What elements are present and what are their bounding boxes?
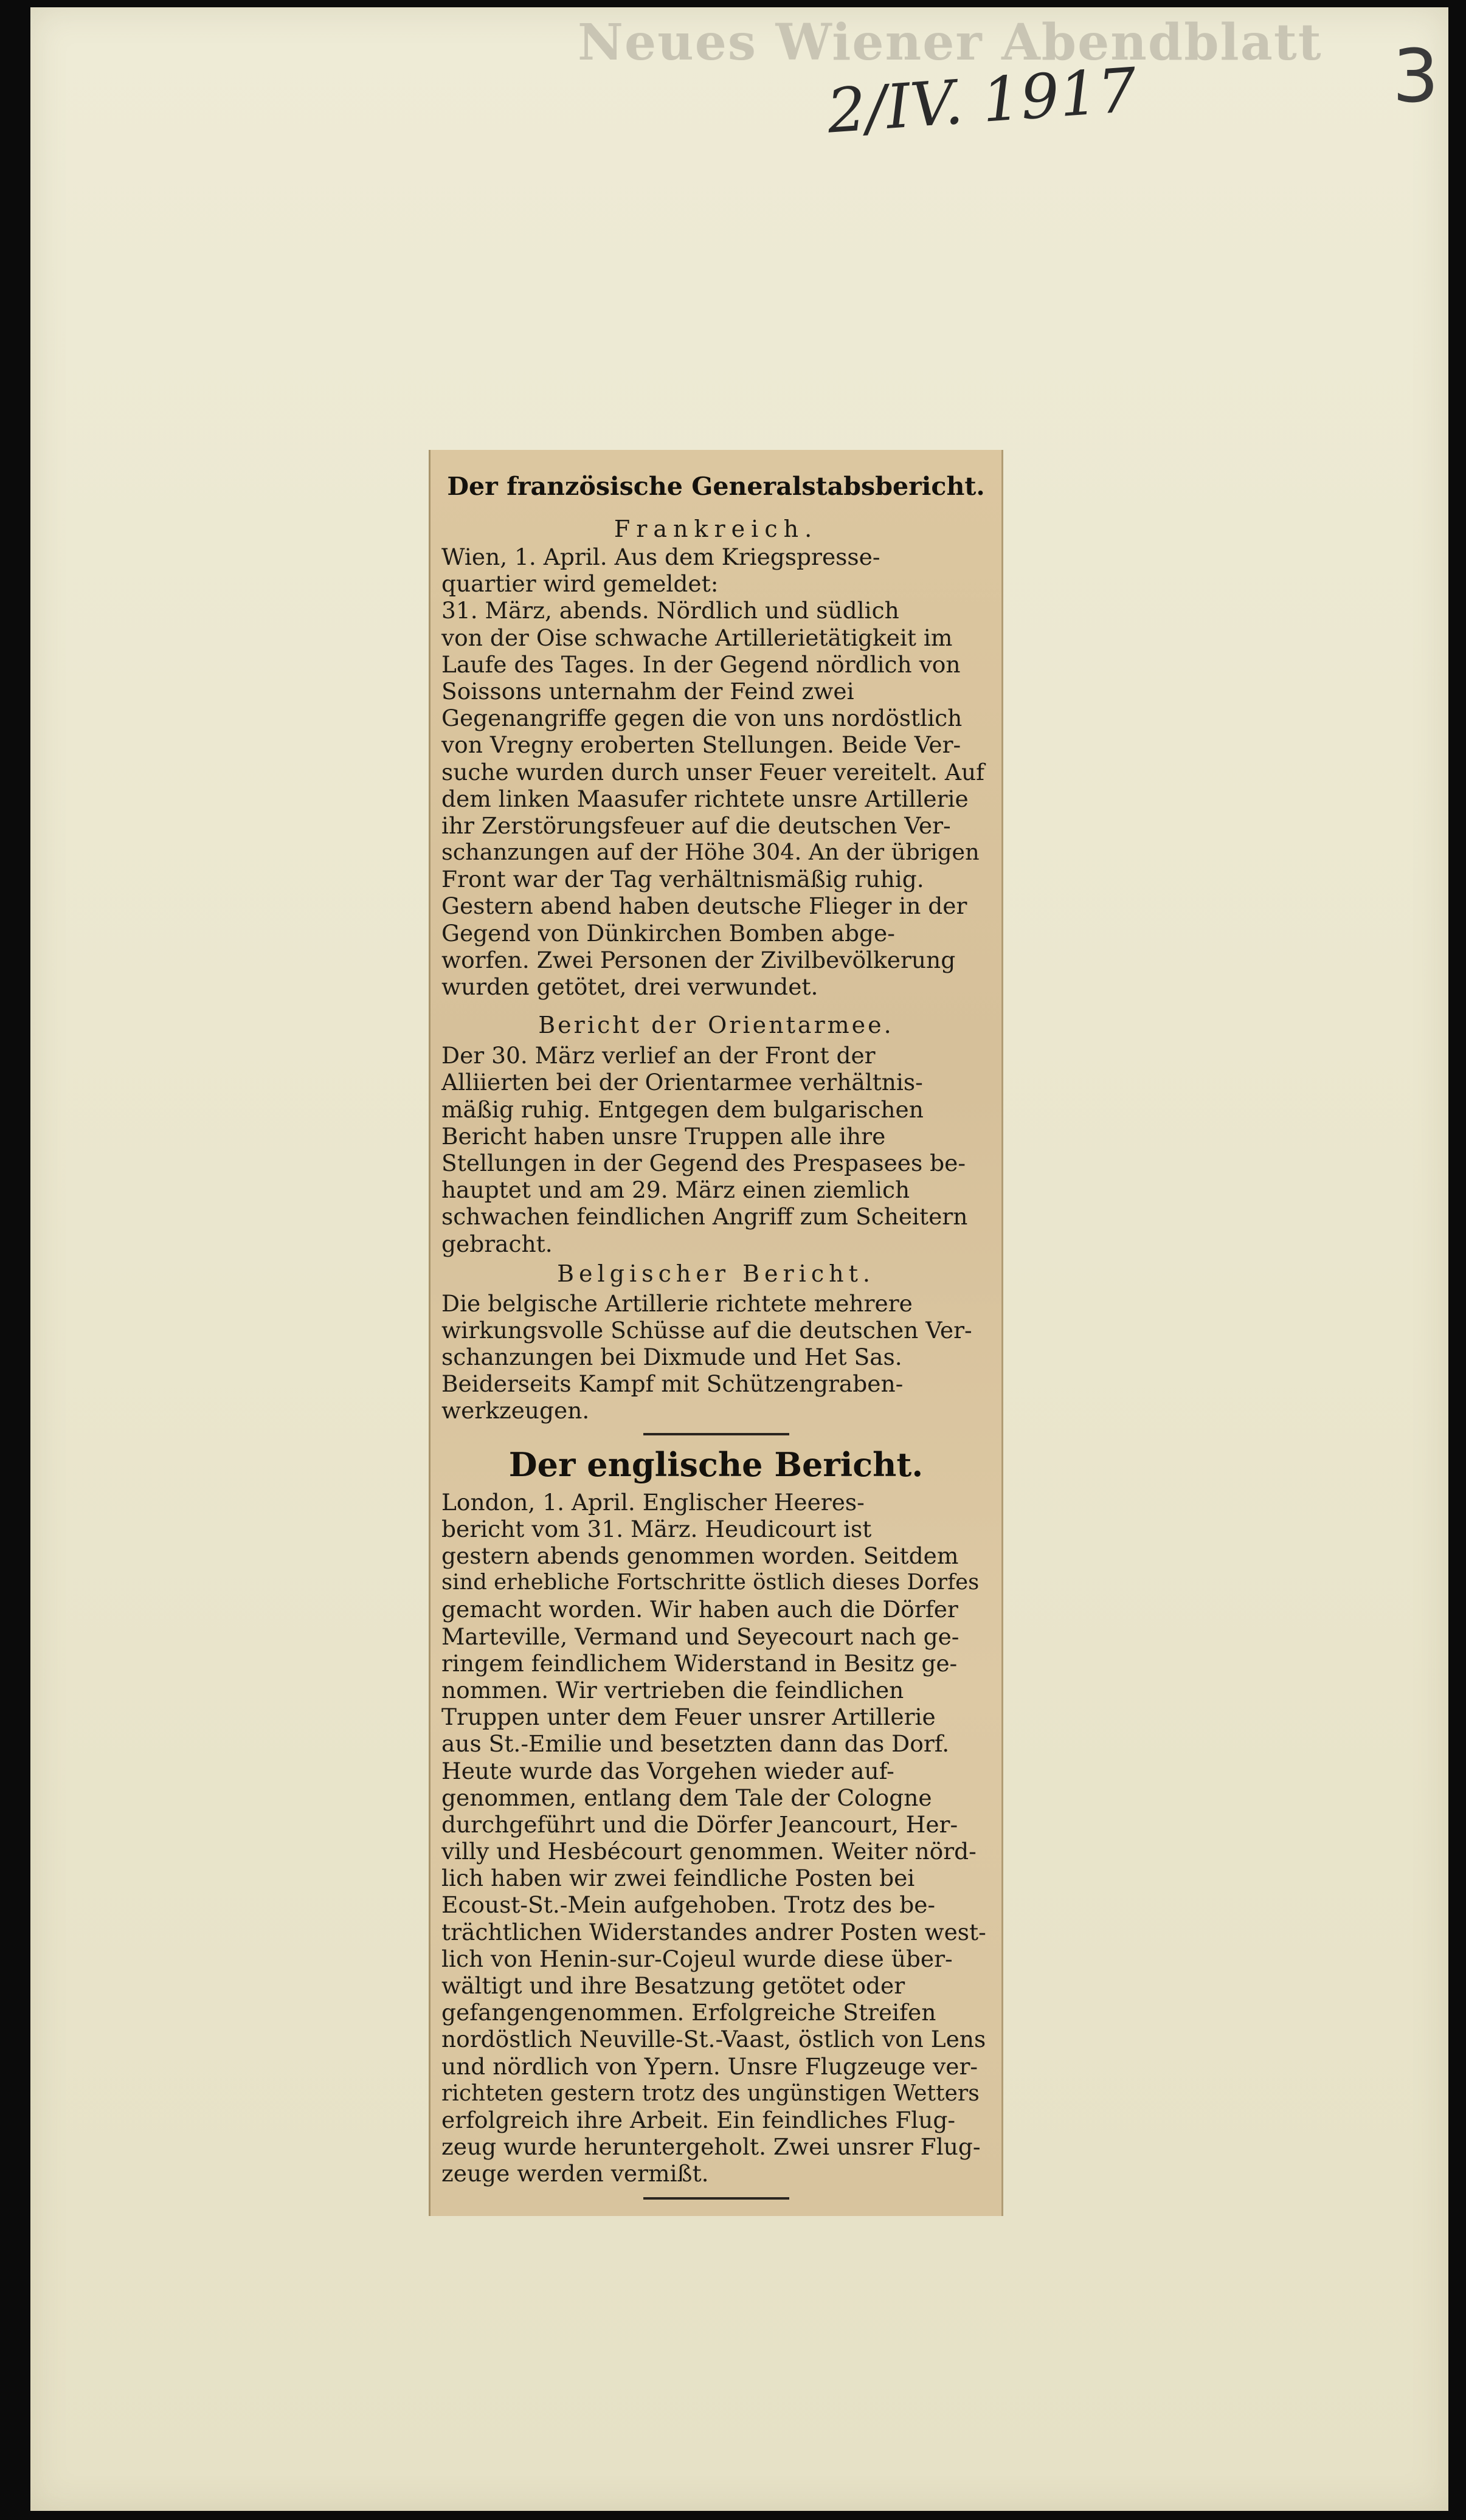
text-line: Wien, 1. April. Aus dem Kriegspresse- xyxy=(441,544,880,570)
text-line: villy und Hesbécourt genommen. Weiter nörd- xyxy=(441,1838,977,1865)
text-line: nommen. Wir vertrieben die feindlichen xyxy=(441,1676,904,1704)
text-line: ihr Zerstörungsfeuer auf die deutschen Ver- xyxy=(441,812,951,839)
handwritten-date: 2/IV. 1917 xyxy=(825,54,1139,147)
text-line: erfolgreich ihre Arbeit. Ein feindliches Flug- xyxy=(441,2106,956,2133)
text-line: gefangengenommen. Erfolgreiche Streifen xyxy=(441,1999,936,2026)
text-line: Alliierten bei der Orientarmee verhältnis- xyxy=(441,1069,923,1096)
text-line: Stellungen in der Gegend des Prespasees be- xyxy=(441,1149,966,1176)
text-line: schanzungen bei Dixmude und Het Sas. xyxy=(441,1344,902,1371)
text-line: zeuge werden vermißt. xyxy=(441,2160,709,2187)
text-line: sind erhebliche Fortschritte östlich dieses Dorfes xyxy=(441,1570,980,1595)
section-heading-frankreich: Frankreich. xyxy=(614,516,818,542)
text-line: schwachen feindlichen Angriff zum Scheitern xyxy=(441,1203,968,1231)
text-line: lich haben wir zwei feindliche Posten bei xyxy=(441,1865,915,1892)
text-line: Soissons unternahm der Feind zwei xyxy=(441,677,854,705)
text-line: aus St.-Emilie und besetzten dann das Dorf. xyxy=(441,1730,950,1758)
text-line: und nördlich von Ypern. Unsre Flugzeuge ver- xyxy=(441,2052,978,2080)
french-report-title: Der französische Generalstabsbericht. xyxy=(447,471,985,501)
text-line: hauptet und am 29. März einen ziemlich xyxy=(441,1176,910,1204)
newspaper-stamp: Neues Wiener Abendblatt xyxy=(578,13,1323,72)
text-line: wältigt und ihre Besatzung getötet oder xyxy=(441,1972,905,1999)
page-number: 3 xyxy=(1392,35,1439,119)
text-line: ringem feindlichem Widerstand in Besitz ge- xyxy=(441,1649,958,1677)
text-line: von Vregny eroberten Stellungen. Beide Ver- xyxy=(441,731,961,759)
french-report-body xyxy=(441,544,991,1000)
text-line: Truppen unter dem Feuer unsrer Artillerie xyxy=(441,1704,936,1731)
belgian-report-body xyxy=(441,1290,991,1424)
text-line: von der Oise schwache Artillerietätigkeit im xyxy=(441,624,953,651)
text-line: 31. März, abends. Nördlich und südlich xyxy=(441,597,899,624)
text-line: dem linken Maasufer richtete unsre Artillerie xyxy=(441,785,969,812)
section-heading-orientarmee: Bericht der Orientarmee. xyxy=(538,1012,894,1039)
text-line: Beiderseits Kampf mit Schützengraben- xyxy=(441,1370,904,1398)
end-divider xyxy=(643,2197,789,2200)
text-line: trächtlichen Widerstandes andrer Posten west- xyxy=(441,1918,986,1945)
text-line: wurden getötet, drei verwundet. xyxy=(441,973,818,1000)
english-report-body xyxy=(441,1489,991,2187)
orient-report-body xyxy=(441,1042,991,1257)
text-line: London, 1. April. Englischer Heeres- xyxy=(441,1488,865,1516)
text-line: nordöstlich Neuville-St.-Vaast, östlich von Lens xyxy=(441,2026,986,2053)
text-line: suche wurden durch unser Feuer vereitelt. Auf xyxy=(441,758,984,785)
text-line: richteten gestern trotz des ungünstigen Wetters xyxy=(441,2079,980,2106)
text-line: quartier wird gemeldet: xyxy=(441,570,719,598)
text-line: durchgeführt und die Dörfer Jeancourt, Her- xyxy=(441,1811,958,1838)
text-line: schanzungen auf der Höhe 304. An der übrigen xyxy=(441,839,980,866)
text-line: Der 30. März verlief an der Front der xyxy=(441,1042,876,1069)
text-line: lich von Henin-sur-Cojeul wurde diese über- xyxy=(441,1945,953,1972)
english-report-title: Der englische Bericht. xyxy=(508,1445,924,1484)
text-line: Front war der Tag verhältnismäßig ruhig. xyxy=(441,866,924,893)
text-line: Bericht haben unsre Truppen alle ihre xyxy=(441,1122,886,1150)
text-line: genommen, entlang dem Tale der Cologne xyxy=(441,1784,932,1811)
section-divider xyxy=(643,1433,789,1435)
text-line: gemacht worden. Wir haben auch die Dörfer xyxy=(441,1596,958,1623)
text-line: gestern abends genommen worden. Seitdem xyxy=(441,1542,959,1569)
text-line: Gegenangriffe gegen die von uns nordöstlich xyxy=(441,705,963,732)
text-line: bericht vom 31. März. Heudicourt ist xyxy=(441,1515,872,1542)
text-line: Marteville, Vermand und Seyecourt nach ge- xyxy=(441,1623,959,1650)
text-line: Die belgische Artillerie richtete mehrere xyxy=(441,1289,913,1317)
text-line: werkzeugen. xyxy=(441,1397,590,1424)
newspaper-clipping xyxy=(429,450,1003,2216)
text-line: Gestern abend haben deutsche Flieger in der xyxy=(441,892,967,920)
text-line: Heute wurde das Vorgehen wieder auf- xyxy=(441,1757,894,1784)
text-line: zeug wurde heruntergeholt. Zwei unsrer Flug- xyxy=(441,2133,981,2161)
text-line: gebracht. xyxy=(441,1230,553,1257)
text-line: wirkungsvolle Schüsse auf die deutschen Ver- xyxy=(441,1316,972,1344)
text-line: Ecoust-St.-Mein aufgehoben. Trotz des be- xyxy=(441,1891,936,1919)
text-line: Gegend von Dünkirchen Bomben abge- xyxy=(441,919,895,947)
text-line: mäßig ruhig. Entgegen dem bulgarischen xyxy=(441,1096,924,1123)
text-line: Laufe des Tages. In der Gegend nördlich von xyxy=(441,651,961,678)
section-heading-belgisch: Belgischer Bericht. xyxy=(557,1260,875,1287)
text-line: worfen. Zwei Personen der Zivilbevölkerung xyxy=(441,946,956,973)
